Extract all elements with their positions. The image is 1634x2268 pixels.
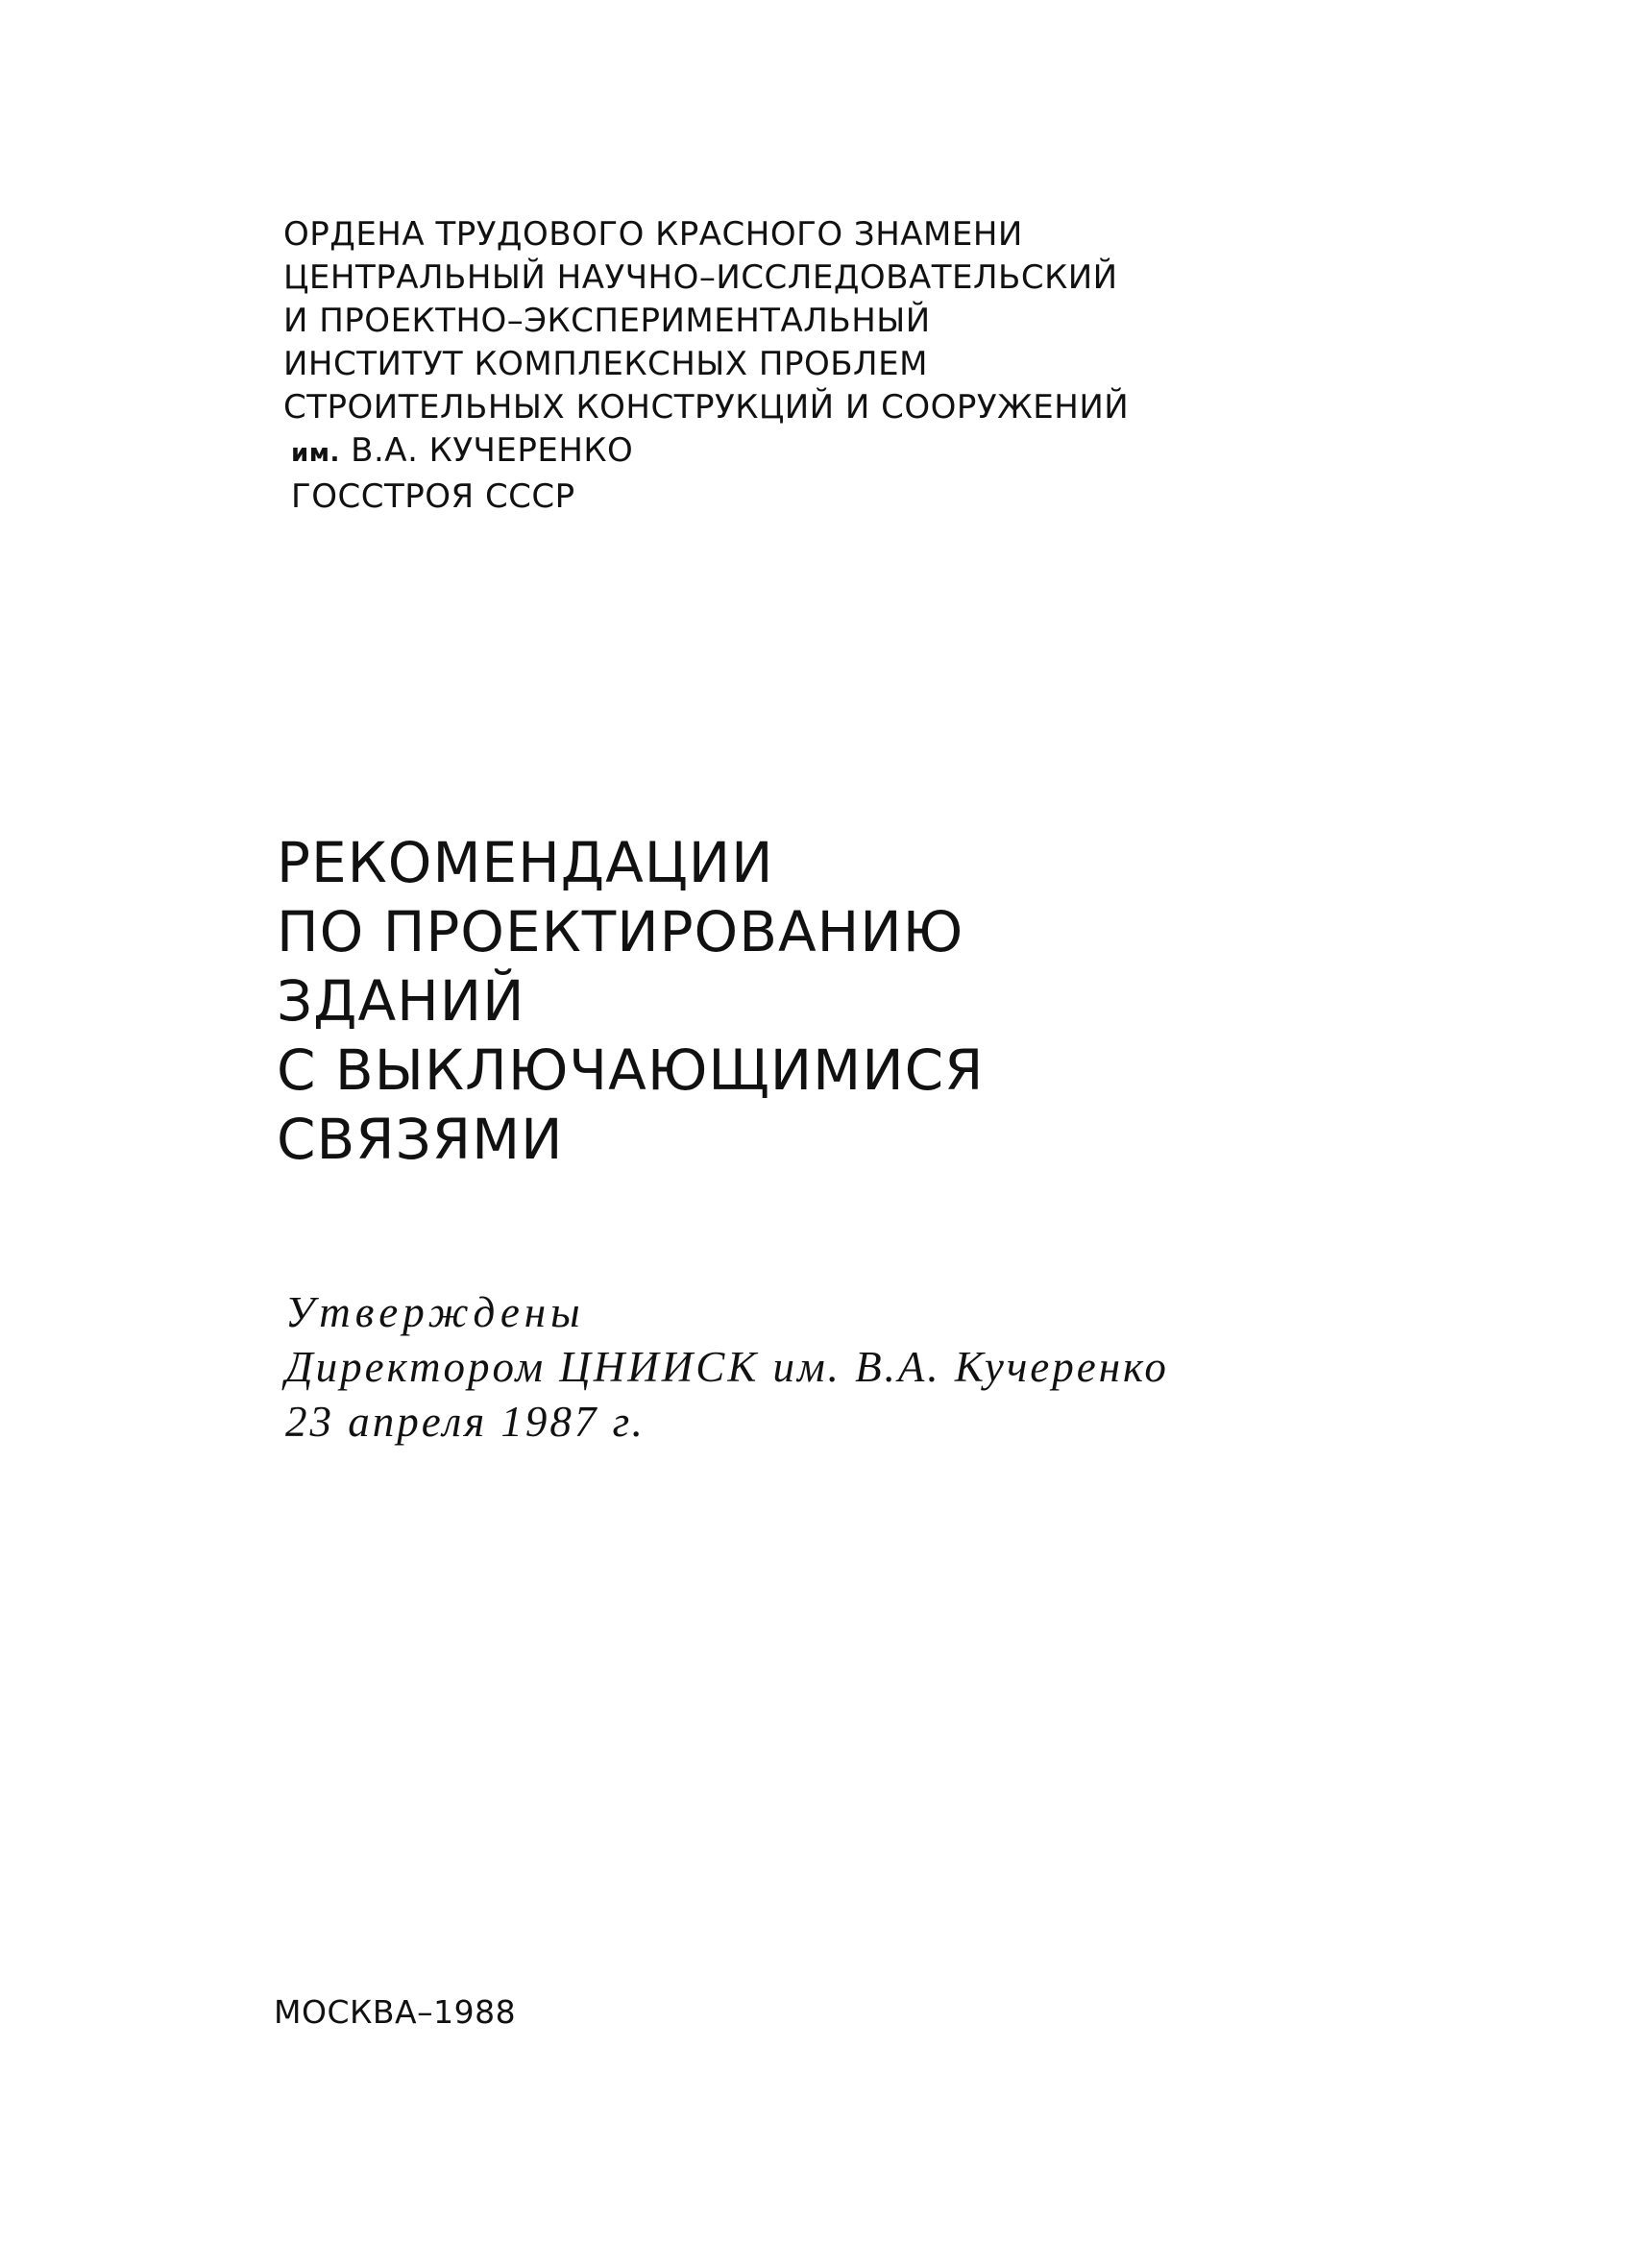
title-line-2: ПО ПРОЕКТИРОВАНИЮ (277, 899, 964, 964)
document-title (277, 828, 1525, 1174)
title-line-4: С ВЫКЛЮЧАЮЩИМИСЯ (277, 1037, 985, 1103)
organization-parent: ГОССТРОЯ СССР (291, 477, 575, 516)
organization-line-1: ОРДЕНА ТРУДОВОГО КРАСНОГО ЗНАМЕНИ (283, 215, 1023, 254)
organization-line-4: ИНСТИТУТ КОМПЛЕКСНЫХ ПРОБЛЕМ (283, 345, 928, 383)
approval-block (285, 1285, 1582, 1450)
approval-line-1: Утверждены (285, 1288, 585, 1336)
organization-line-3: И ПРОЕКТНО–ЭКСПЕРИМЕНТАЛЬНЫЙ (283, 302, 931, 340)
approval-line-2: Директором ЦНИИСК им. В.А. Кучеренко (285, 1343, 1169, 1391)
organization-line-5: СТРОИТЕЛЬНЫХ КОНСТРУКЦИЙ И СООРУЖЕНИЙ (283, 388, 1130, 427)
title-line-1: РЕКОМЕНДАЦИИ (277, 830, 774, 895)
organization-block (283, 213, 1484, 519)
organization-name: В.А. КУЧЕРЕНКО (351, 431, 634, 470)
organization-name-prefix: им. (291, 439, 340, 468)
organization-name-line (283, 429, 1484, 476)
title-line-5: СВЯЗЯМИ (277, 1107, 564, 1172)
title-line-3: ЗДАНИЙ (277, 968, 525, 1034)
approval-line-3: 23 апреля 1987 г. (285, 1398, 646, 1446)
organization-line-2: ЦЕНТРАЛЬНЫЙ НАУЧНО–ИССЛЕДОВАТЕЛЬСКИЙ (283, 258, 1118, 297)
imprint: МОСКВА–1988 (274, 1993, 517, 2031)
